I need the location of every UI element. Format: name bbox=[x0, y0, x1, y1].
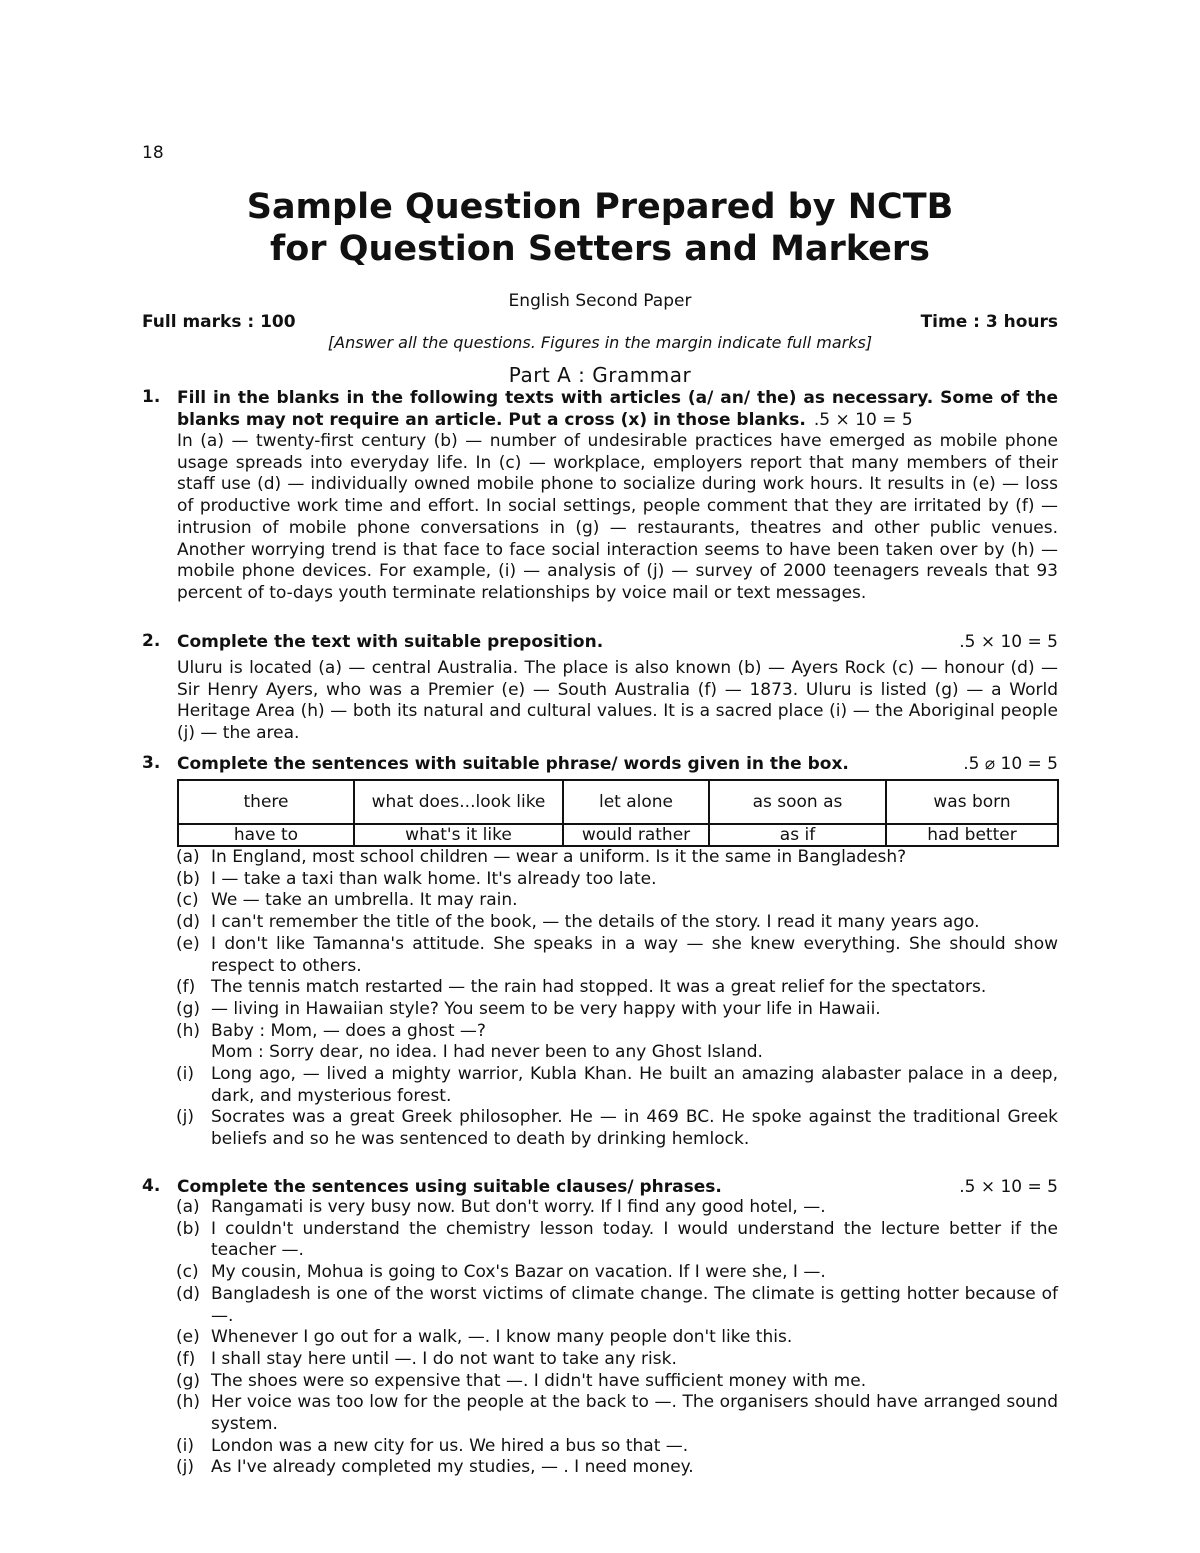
item-text: — living in Hawaiian style? You seem to be very happy with your life in Hawaii. bbox=[211, 998, 881, 1019]
word-box-cell: had better bbox=[886, 824, 1058, 846]
question-3-items bbox=[176, 847, 1058, 1151]
list-item bbox=[176, 977, 1058, 999]
list-item bbox=[176, 1284, 1058, 1327]
item-text: The shoes were so expensive that —. I didn't have sufficient money with me. bbox=[211, 1370, 867, 1391]
page-number: 18 bbox=[142, 143, 164, 163]
list-item bbox=[176, 1262, 1058, 1284]
list-item bbox=[176, 934, 1058, 977]
item-text: London was a new city for us. We hired a bus so that —. bbox=[211, 1435, 689, 1456]
item-label: (g) bbox=[176, 1370, 201, 1391]
question-4 bbox=[142, 1176, 1058, 1198]
item-text: We — take an umbrella. It may rain. bbox=[211, 890, 518, 911]
item-text: Whenever I go out for a walk, —. I know many people don't like this. bbox=[211, 1327, 793, 1348]
instruction: [Answer all the questions. Figures in the margin indicate full marks] bbox=[327, 333, 873, 352]
item-text: As I've already completed my studies, — . I need money. bbox=[211, 1457, 694, 1478]
item-text: My cousin, Mohua is going to Cox's Bazar on vacation. If I were she, I —. bbox=[211, 1262, 826, 1283]
item-label: (f) bbox=[176, 977, 196, 998]
question-marks: .5 × 10 = 5 bbox=[813, 410, 913, 430]
item-label: (d) bbox=[176, 912, 201, 933]
question-4-items bbox=[176, 1197, 1058, 1479]
item-text: The tennis match restarted — the rain had stopped. It was a great relief for the spectators. bbox=[211, 977, 987, 998]
word-box-cell: have to bbox=[178, 824, 354, 846]
item-label: (d) bbox=[176, 1283, 201, 1304]
item-text: I don't like Tamanna's attitude. She speaks in a way — she knew everything. She should show respect to others. bbox=[211, 933, 1058, 976]
item-text: Her voice was too low for the people at the back to —. The organisers should have arranged sound system. bbox=[211, 1392, 1058, 1435]
part-heading: Part A : Grammar bbox=[508, 363, 692, 387]
word-box-cell: would rather bbox=[563, 824, 709, 846]
word-box-row bbox=[178, 824, 1058, 846]
word-box-cell: as soon as bbox=[709, 780, 886, 824]
question-heading-text: Complete the sentences with suitable phrase/ words given in the box. bbox=[177, 754, 849, 774]
question-passage: Uluru is located (a) — central Australia. The place is also known (b) — Ayers Rock (c) — honour (d) — Sir Henry Ayers, who was a Premier (e) — South Australia (f) — 1873. Uluru is listed (g) — a World Heritage Area (h) — both its natural and cultural values. It is a sacred place (i) — the Aboriginal people (j) — the area. bbox=[177, 658, 1058, 744]
item-label: (a) bbox=[176, 847, 200, 867]
question-number: 2. bbox=[142, 631, 161, 651]
list-item bbox=[176, 1392, 1058, 1435]
item-label: (a) bbox=[176, 1197, 200, 1217]
question-3 bbox=[142, 753, 1058, 775]
list-item bbox=[176, 1021, 1058, 1064]
item-label: (i) bbox=[176, 1435, 194, 1456]
list-item bbox=[176, 869, 1058, 891]
item-label: (j) bbox=[176, 1107, 194, 1128]
list-item bbox=[176, 1064, 1058, 1107]
item-text: I shall stay here until —. I do not want to take any risk. bbox=[211, 1348, 677, 1369]
item-label: (b) bbox=[176, 868, 201, 889]
item-label: (c) bbox=[176, 890, 199, 911]
item-text: In England, most school children — wear a uniform. Is it the same in Bangladesh? bbox=[211, 847, 907, 867]
title-line-1: Sample Question Prepared by NCTB bbox=[246, 187, 954, 227]
question-marks: .5 ⌀ 10 = 5 bbox=[963, 754, 1058, 774]
word-box-cell: let alone bbox=[563, 780, 709, 824]
item-label: (e) bbox=[176, 933, 200, 954]
word-box-row bbox=[178, 780, 1058, 824]
item-label: (e) bbox=[176, 1327, 200, 1348]
item-text: I couldn't understand the chemistry lesson today. I would understand the lecture better if the teacher —. bbox=[211, 1218, 1058, 1261]
item-label: (i) bbox=[176, 1064, 194, 1085]
word-box-cell: what's it like bbox=[354, 824, 563, 846]
item-text: Bangladesh is one of the worst victims of climate change. The climate is getting hotter because of —. bbox=[211, 1283, 1058, 1326]
list-item bbox=[176, 1457, 1058, 1479]
question-heading bbox=[177, 753, 1058, 775]
question-heading bbox=[177, 631, 1058, 653]
exam-time: Time : 3 hours bbox=[920, 312, 1058, 332]
word-box-cell: there bbox=[178, 780, 354, 824]
question-heading-text: Fill in the blanks in the following texts with articles (a/ an/ the) as necessary. Some of the blanks may not require an article. Put a cross (x) in those blanks. bbox=[177, 388, 1058, 430]
list-item bbox=[176, 1436, 1058, 1458]
title-line-2: for Question Setters and Markers bbox=[270, 229, 930, 269]
item-text-line-2: Mom : Sorry dear, no idea. I had never been to any Ghost Island. bbox=[211, 1042, 763, 1063]
question-heading bbox=[177, 1176, 1058, 1198]
item-text: Long ago, — lived a mighty warrior, Kubla Khan. He built an amazing alabaster palace in a deep, dark, and mysterious forest. bbox=[211, 1064, 1058, 1106]
item-text: Socrates was a great Greek philosopher. He — in 469 BC. He spoke against the traditional Greek beliefs and so he was sentenced to death by drinking hemlock. bbox=[211, 1107, 1058, 1150]
item-text: Rangamati is very busy now. But don't worry. If I find any good hotel, —. bbox=[211, 1197, 826, 1217]
word-box-cell: was born bbox=[886, 780, 1058, 824]
question-heading-text: Complete the sentences using suitable clauses/ phrases. bbox=[177, 1177, 722, 1197]
list-item bbox=[176, 912, 1058, 934]
subject: English Second Paper bbox=[508, 291, 692, 311]
item-text: Baby : Mom, — does a ghost —? bbox=[211, 1020, 486, 1041]
list-item bbox=[176, 999, 1058, 1021]
word-box-cell: what does...look like bbox=[354, 780, 563, 824]
list-item bbox=[176, 1197, 1058, 1219]
word-box-cell: as if bbox=[709, 824, 886, 846]
item-label: (h) bbox=[176, 1392, 201, 1413]
item-label: (c) bbox=[176, 1262, 199, 1283]
question-heading bbox=[177, 387, 1058, 431]
list-item bbox=[176, 890, 1058, 912]
item-label: (b) bbox=[176, 1218, 201, 1239]
page-title bbox=[0, 186, 1200, 270]
question-1 bbox=[142, 387, 1058, 605]
question-passage: In (a) — twenty-first century (b) — number of undesirable practices have emerged as mobile phone usage spreads into everyday life. In (c) — workplace, employers report that many members of their staff use (d) — individually owned mobile phone to socialize during work hours. It results in (e) — loss of productive work time and effort. In social settings, people comment that they are irritated by (f) — intrusion of mobile phone conversations in (g) — restaurants, theatres and other public venues. Another worrying trend is that face to face social interaction seems to have been taken over by (h) — mobile phone devices. For example, (i) — analysis of (j) — survey of 2000 teenagers reveals that 93 percent of to-days youth terminate relationships by voice mail or text messages. bbox=[177, 431, 1058, 603]
question-2 bbox=[142, 631, 1058, 745]
list-item bbox=[176, 1349, 1058, 1371]
question-marks: .5 × 10 = 5 bbox=[959, 632, 1058, 652]
question-number: 3. bbox=[142, 753, 161, 773]
question-heading-text: Complete the text with suitable preposition. bbox=[177, 632, 604, 652]
question-number: 4. bbox=[142, 1176, 161, 1196]
word-box bbox=[177, 779, 1059, 847]
item-label: (j) bbox=[176, 1457, 194, 1478]
list-item bbox=[176, 847, 1058, 869]
item-text: I can't remember the title of the book, — the details of the story. I read it many years ago. bbox=[211, 912, 980, 933]
list-item bbox=[176, 1327, 1058, 1349]
item-label: (g) bbox=[176, 998, 201, 1019]
full-marks: Full marks : 100 bbox=[142, 312, 296, 332]
item-text: I — take a taxi than walk home. It's already too late. bbox=[211, 868, 657, 889]
list-item bbox=[176, 1371, 1058, 1393]
question-number: 1. bbox=[142, 387, 161, 407]
item-label: (h) bbox=[176, 1020, 201, 1041]
list-item bbox=[176, 1219, 1058, 1262]
item-label: (f) bbox=[176, 1348, 196, 1369]
question-marks: .5 × 10 = 5 bbox=[959, 1177, 1058, 1197]
list-item bbox=[176, 1107, 1058, 1150]
